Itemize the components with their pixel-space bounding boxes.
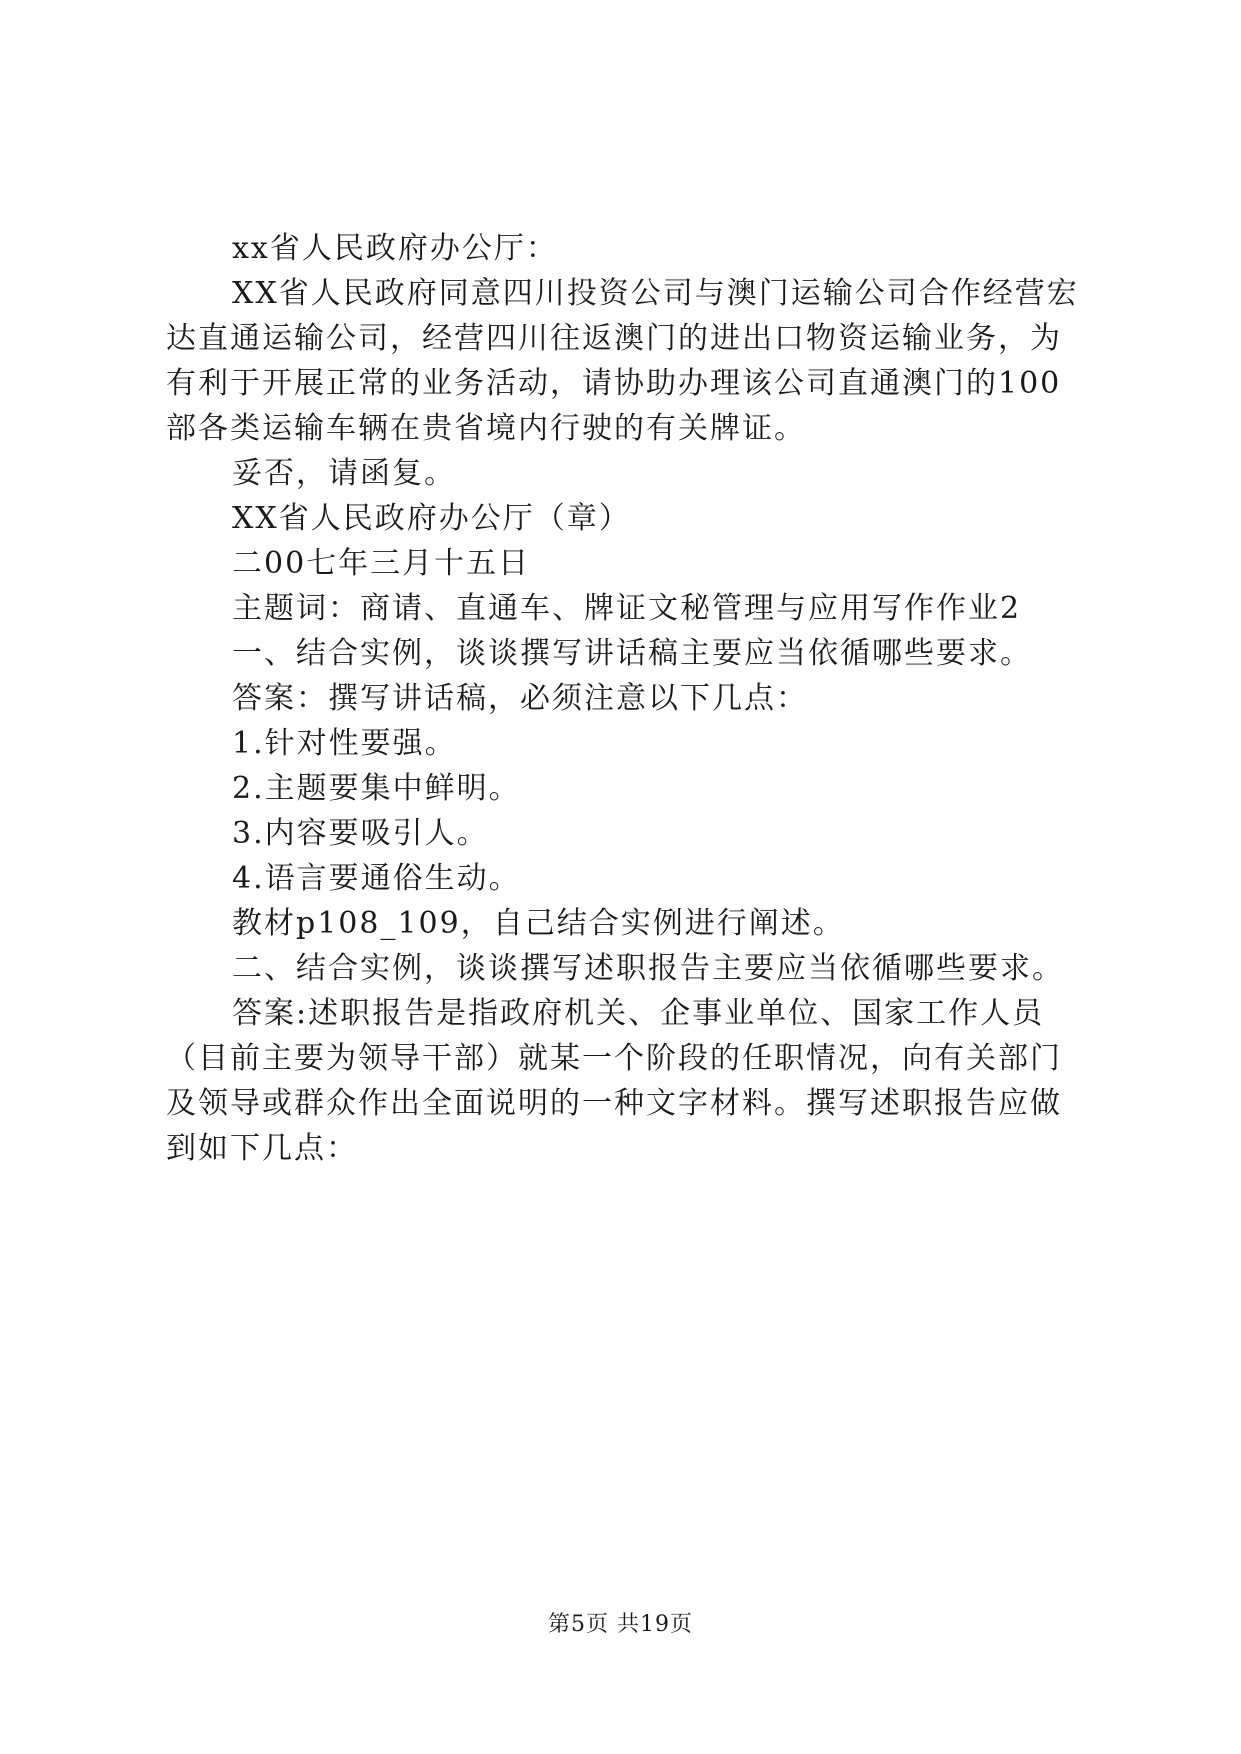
salutation-line: xx省人民政府办公厅：	[232, 231, 558, 266]
signature-line: XX省人民政府办公厅（章）	[232, 501, 631, 536]
answer-one-item-2: 2.主题要集中鲜明。	[232, 771, 521, 806]
textbook-reference-line: 教材p108_109，自己结合实例进行阐述。	[232, 906, 845, 941]
answer-one-item-3: 3.内容要吸引人。	[232, 816, 489, 851]
subject-words-line: 主题词：商请、直通车、牌证文秘管理与应用写作作业2	[232, 591, 1022, 626]
answer-one-item-4: 4.语言要通俗生动。	[232, 861, 521, 896]
page-number-footer: 第5页 共19页	[548, 1612, 693, 1637]
question-one-heading: 一、结合实例，谈谈撰写讲话稿主要应当依循哪些要求。	[232, 636, 1032, 671]
answer-one-intro: 答案：撰写讲话稿，必须注意以下几点：	[232, 681, 808, 716]
closing-request-line: 妥否，请函复。	[232, 456, 456, 491]
date-line: 二00七年三月十五日	[232, 546, 531, 581]
answer-one-item-1: 1.针对性要强。	[232, 726, 457, 761]
document-body	[166, 226, 1086, 1171]
answer-two-paragraph: 答案:述职报告是指政府机关、企事业单位、国家工作人员（目前主要为领导干部）就某一个阶段的任职情况，向有关部门及领导或群众作出全面说明的一种文字材料。撰写述职报告应做到如下几点：	[166, 996, 1062, 1166]
letter-body-paragraph: XX省人民政府同意四川投资公司与澳门运输公司合作经营宏达直通运输公司，经营四川往返澳门的进出口物资运输业务，为有利于开展正常的业务活动，请协助办理该公司直通澳门的100部各类运输车辆在贵省境内行驶的有关牌证。	[166, 276, 1079, 446]
question-two-heading: 二、结合实例，谈谈撰写述职报告主要应当依循哪些要求。	[232, 951, 1064, 986]
